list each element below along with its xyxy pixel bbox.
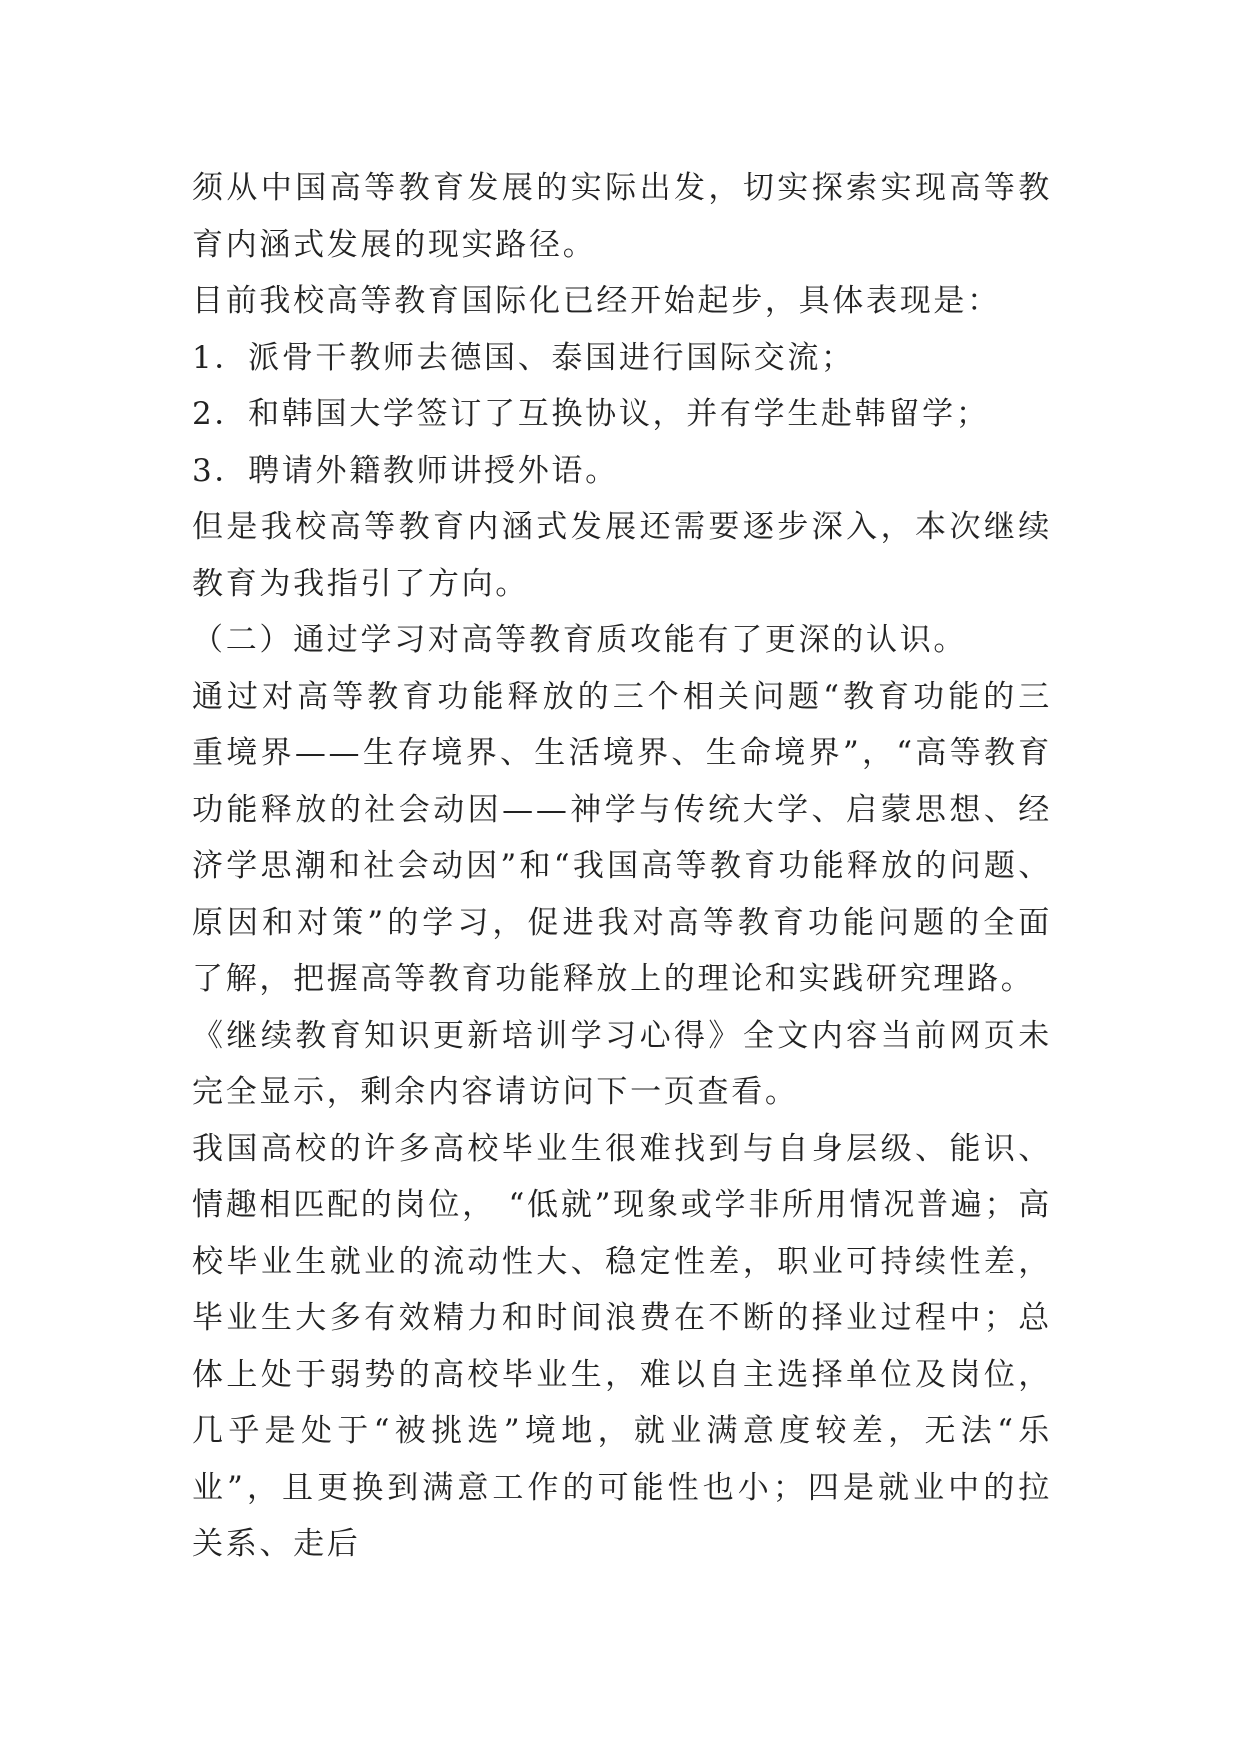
paragraph-intro-continuation: 须从中国高等教育发展的实际出发，切实探索实现高等教育内涵式发展的现实路径。	[192, 170, 1052, 263]
paragraph-next-page-notice: 《继续教育知识更新培训学习心得》全文内容当前网页未完全显示，剩余内容请访问下一页查看。	[192, 1017, 1052, 1110]
list-item-1: 1．派骨干教师去德国、泰国进行国际交流；	[192, 339, 855, 376]
paragraph-employment: 我国高校的许多高校毕业生很难找到与自身层级、能识、情趣相匹配的岗位， “低就”现象或学非所用情况普遍；高校毕业生就业的流动性大、稳定性差，职业可持续性差，毕业生大多有效精力和时间浪费在不断的择业过程中；总体上处于弱势的高校毕业生，难以自主选择单位及岗位，几乎是处于“被挑选”境地，就业满意度较差，无法“乐业”，且更换到满意工作的可能性也小；四是就业中的拉关系、走后	[192, 1130, 1052, 1562]
list-item-3: 3．聘请外籍教师讲授外语。	[192, 452, 619, 489]
paragraph-function-release: 通过对高等教育功能释放的三个相关问题“教育功能的三重境界——生存境界、生活境界、生命境界”，“高等教育功能释放的社会动因——神学与传统大学、启蒙思想、经济学思潮和社会动因”和“我国高等教育功能释放的问题、原因和对策”的学习，促进我对高等教育功能问题的全面了解，把握高等教育功能释放上的理论和实践研究理路。	[192, 678, 1052, 997]
section-heading-2: （二）通过学习对高等教育质攻能有了更深的认识。	[192, 622, 968, 658]
paragraph-direction: 但是我校高等教育内涵式发展还需要逐步深入，本次继续教育为我指引了方向。	[192, 509, 1052, 602]
list-item-2: 2．和韩国大学签订了互换协议，并有学生赴韩留学；	[192, 396, 990, 432]
paragraph-internationalization-status: 目前我校高等教育国际化已经开始起步，具体表现是：	[192, 283, 1001, 319]
document-body	[192, 160, 1052, 1573]
